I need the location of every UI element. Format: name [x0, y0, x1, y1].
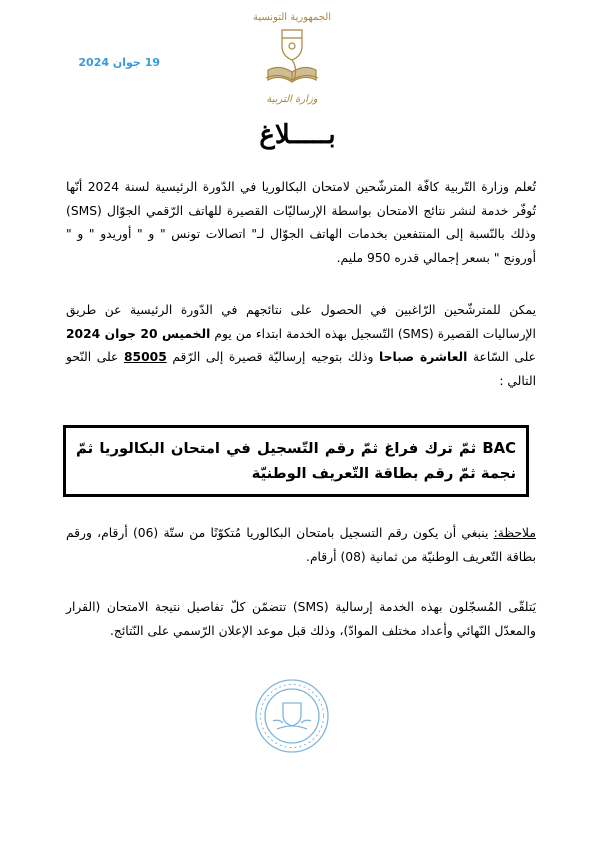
registration-text-1: يمكن للمترشّحين الرّاغبين في الحصول على نتائجهم في الدّورة الرئيسية عن طريق الإرساليات القصيرة (SMS) التّسجيل بهذه الخدمة ابتداء من يوم — [66, 303, 536, 341]
note-text: ينبغي أن يكون رقم التسجيل بامتحان البكالوريا مُتكوّنًا من ستّة (06) أرقام، ورقم بطاقة التّعريف الوطنيّة من ثمانية (08) أرقام. — [66, 526, 536, 564]
paragraph-announcement: تُعلم وزارة التّربية كافّة المترشّحين لامتحان البكالوريا في الدّورة الرئيسية لسنة 2024 أنّها تُوفّر خدمة لنشر نتائج الامتحان بواسطة الإرساليّات القصيرة للهاتف الرّقمي الجوّال (SMS) وذلك بالنّسبة إلى المنتفعين بخدمات الهاتف الجوّال لـ" اتصالات تونس " و " أوريدو " و " أورونج " بسعر إجمالي قدره 950 مليم. — [66, 180, 536, 265]
logo-republic-text: الجمهورية التونسية — [252, 12, 332, 23]
page-title: بـــــلاغ — [259, 120, 336, 150]
ministry-logo — [252, 12, 332, 108]
registration-text-4: على النّحو التالي : — [66, 350, 536, 388]
sms-number: 85005 — [123, 350, 167, 364]
official-stamp-icon — [253, 677, 331, 755]
logo-ministry-text: وزارة التربية — [266, 94, 318, 105]
paragraph-result-details: يَتلقّى المُسجّلون بهذه الخدمة إرسالية (SMS) تتضمّن كلّ تفاصيل نتيجة الامتحان (القرار والمعدّل النّهائي وأعداد مختلف الموادّ)، وذلك قبل موعد الإعلان الرّسمي على النّتائج. — [66, 600, 536, 638]
paragraph-note — [66, 522, 536, 569]
paragraph-registration — [66, 299, 536, 393]
sms-format-box: BAC ثمّ ترك فراغ ثمّ رقم التّسجيل في امتحان البكالوريا ثمّ نجمة ثمّ رقم بطاقة التّعريف الوطنيّة — [63, 425, 529, 497]
ministry-emblem-icon — [264, 26, 320, 92]
registration-text-3: وذلك بتوجيه إرساليّة قصيرة إلى الرّقم — [172, 350, 374, 364]
document-date: 19 جوان 2024 — [78, 56, 160, 69]
registration-time: العاشرة صباحا — [379, 350, 468, 364]
registration-text-2: على السّاعة — [472, 350, 536, 364]
note-label: ملاحظة: — [493, 526, 536, 540]
registration-date: الخميس 20 جوان 2024 — [66, 326, 211, 341]
